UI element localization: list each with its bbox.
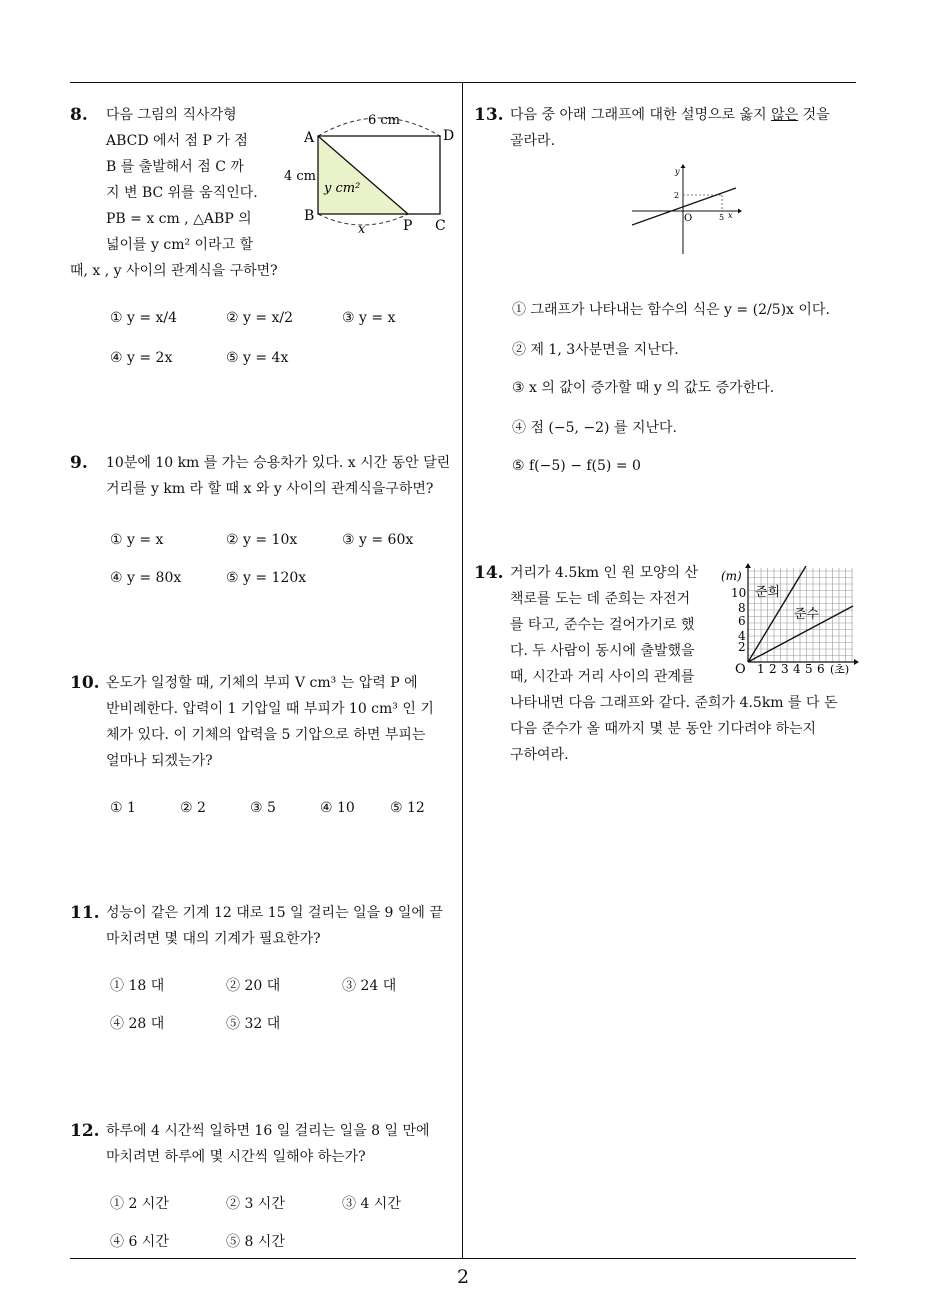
question-text	[106, 1118, 460, 1170]
text-line: B 를 출발해서 점 C 까	[106, 159, 244, 175]
option-4[interactable]: ④ 28 대	[110, 1016, 165, 1032]
question-number: 11.	[70, 903, 100, 923]
text-line: 구하여라.	[510, 747, 569, 763]
y-tick-label: 4	[738, 629, 746, 643]
option-1[interactable]: ① 1	[110, 800, 136, 816]
bottom-rule	[70, 1258, 856, 1259]
option-1[interactable]: ① 18 대	[110, 978, 165, 994]
label-area: y cm²	[324, 181, 361, 196]
option-4[interactable]: ④ 점 (−5, −2) 를 지난다.	[512, 420, 677, 436]
option-5[interactable]: ⑤ 32 대	[226, 1016, 281, 1032]
x-tick-label: 3	[781, 662, 789, 676]
label-top-length: 6 cm	[368, 113, 401, 128]
option-3[interactable]: ③ 5	[250, 800, 276, 816]
text-line: 10분에 10 km 를 가는 승용차가 있다. x 시간 동안 달린	[106, 455, 451, 471]
top-rule	[70, 82, 856, 83]
text-line: 다음 준수가 올 때까지 몇 분 동안 기다려야 하는지	[510, 721, 817, 737]
option-5[interactable]: ⑤ 8 시간	[226, 1234, 285, 1250]
option-1[interactable]: ① 2 시간	[110, 1196, 169, 1212]
text-line: 나타내면 다음 그래프와 같다. 준희가 4.5km 를 다 돈	[510, 695, 838, 711]
text-line: 지 변 BC 위를 움직인다.	[106, 185, 258, 201]
x-tick-label: 6	[817, 662, 825, 676]
y-unit-label: (m)	[721, 569, 742, 583]
option-4[interactable]: ④ y = 2x	[110, 350, 173, 366]
question-text	[106, 670, 460, 774]
label-C: C	[435, 218, 446, 234]
question-10	[70, 670, 460, 774]
option-2[interactable]: ② 제 1, 3사분면을 지난다.	[512, 342, 679, 358]
x-unit-label: (초)	[830, 663, 850, 676]
text-line: 하루에 4 시간씩 일하면 16 일 걸리는 일을 8 일 만에	[106, 1123, 430, 1139]
x-tick-label: 2	[769, 662, 777, 676]
text-line: 거리가 4.5km 인 원 모양의 산	[510, 565, 698, 581]
label-B: B	[304, 208, 315, 224]
option-3[interactable]: ③ 4 시간	[342, 1196, 401, 1212]
options-q10	[110, 798, 450, 820]
text-line: 다. 두 사람이 동시에 출발했을	[510, 643, 695, 659]
option-1[interactable]: ① y = x	[110, 532, 164, 548]
x-tick-label: 4	[793, 662, 801, 676]
option-3[interactable]: ③ y = x	[342, 310, 396, 326]
options-q9	[110, 530, 450, 590]
option-2[interactable]: ② 3 시간	[226, 1196, 285, 1212]
y-tick-label: 10	[731, 586, 747, 600]
option-4[interactable]: ④ 6 시간	[110, 1234, 169, 1250]
option-2[interactable]: ② 20 대	[226, 978, 281, 994]
text-line	[510, 102, 860, 128]
y-tick-label: 8	[738, 601, 746, 615]
text-line: 거리를 y km 라 할 때 x 와 y 사이의 관계식을구하면?	[106, 481, 434, 497]
option-3[interactable]: ③ x 의 값이 증가할 때 y 의 값도 증가한다.	[512, 380, 775, 396]
text-line: 온도가 일정할 때, 기체의 부피 V cm³ 는 압력 P 에	[106, 675, 418, 691]
question-13	[474, 102, 860, 154]
option-2[interactable]: ② y = 10x	[226, 532, 298, 548]
text-line: 넓이를 y cm² 이라고 할	[106, 237, 254, 253]
option-5[interactable]: ⑤ y = 120x	[226, 570, 307, 586]
question-9	[70, 450, 460, 502]
option-1[interactable]: ① y = x/4	[110, 310, 178, 326]
question-number: 12.	[70, 1121, 100, 1141]
y-tick-label: 6	[738, 614, 746, 628]
label-bottom-length: x	[358, 222, 366, 236]
question-text	[510, 102, 860, 154]
option-2[interactable]: ② y = x/2	[226, 310, 294, 326]
text-line: PB = x cm , △ABP 의	[106, 211, 252, 227]
y-axis-label: y	[675, 167, 680, 176]
text-line: 때, 시간과 거리 사이의 관계를	[510, 669, 695, 685]
tick-label-y: 2	[674, 191, 680, 200]
text-line: 골라라.	[510, 133, 556, 149]
question-number: 13.	[474, 105, 504, 125]
x-axis-label: x	[728, 211, 733, 220]
text-line: 때, x , y 사이의 관계식을 구하면?	[70, 263, 278, 279]
page-number: 2	[456, 1266, 470, 1288]
question-text	[106, 900, 460, 952]
text-segment: 다음 중 아래 그래프에 대한 설명으로 옳지	[510, 107, 772, 123]
text-line: 를 타고, 준수는 걸어가기로 했	[510, 617, 695, 633]
question-number: 8.	[70, 105, 88, 125]
origin-label: O	[735, 662, 746, 677]
question-11	[70, 900, 460, 952]
origin-label: O	[684, 213, 693, 224]
option-4[interactable]: ④ y = 80x	[110, 570, 182, 586]
question-text	[106, 450, 460, 502]
options-q12	[110, 1194, 450, 1254]
label-D: D	[443, 128, 455, 144]
option-5[interactable]: ⑤ y = 4x	[226, 350, 289, 366]
option-1[interactable]: ① 그래프가 나타내는 함수의 식은 y = (2/5)x 이다.	[512, 302, 830, 318]
text-line: 얼마나 되겠는가?	[106, 753, 213, 769]
x-tick-label: 1	[757, 662, 765, 676]
text-line: 책로를 도는 데 준희는 자전거	[510, 591, 691, 607]
text-line: 체가 있다. 이 기체의 압력을 5 기압으로 하면 부피는	[106, 727, 426, 743]
question-number: 10.	[70, 673, 100, 693]
text-line: 다음 그림의 직사각형	[106, 107, 237, 123]
option-4[interactable]: ④ 10	[320, 800, 355, 816]
option-5[interactable]: ⑤ 12	[390, 800, 425, 816]
series-label-junsu: 준수	[794, 607, 820, 622]
label-A: A	[304, 130, 315, 146]
series-label-junhee: 준희	[755, 585, 781, 600]
text-line: 마치려면 하루에 몇 시간씩 일해야 하는가?	[106, 1149, 366, 1165]
y-tick-label: 2	[738, 640, 746, 654]
column-divider	[462, 82, 463, 1258]
question-number: 14.	[474, 563, 504, 583]
distance-time-graph	[718, 562, 860, 678]
option-3[interactable]: ③ y = 60x	[342, 532, 414, 548]
option-5[interactable]: ⑤ f(−5) − f(5) = 0	[512, 458, 641, 474]
text-line: 마치려면 몇 대의 기계가 필요한가?	[106, 931, 321, 947]
linear-graph-figure	[628, 162, 742, 258]
options-q13	[512, 300, 852, 480]
text-segment: 것을	[798, 107, 830, 123]
label-left-length: 4 cm	[284, 169, 317, 184]
label-P: P	[403, 218, 413, 234]
x-tick-label: 5	[805, 662, 813, 676]
options-q8	[110, 308, 450, 370]
underlined-word: 않은	[771, 107, 799, 123]
text-line: 성능이 같은 기계 12 대로 15 일 걸리는 일을 9 일에 끝	[106, 905, 443, 921]
tick-label-x: 5	[719, 213, 725, 222]
option-2[interactable]: ② 2	[180, 800, 206, 816]
question-number: 9.	[70, 453, 88, 473]
text-line: 반비례한다. 압력이 1 기압일 때 부피가 10 cm³ 인 기	[106, 701, 434, 717]
options-q11	[110, 976, 450, 1036]
question-12	[70, 1118, 460, 1170]
text-line: ABCD 에서 점 P 가 점	[106, 133, 248, 149]
option-3[interactable]: ③ 24 대	[342, 978, 397, 994]
rectangle-figure	[280, 106, 460, 236]
